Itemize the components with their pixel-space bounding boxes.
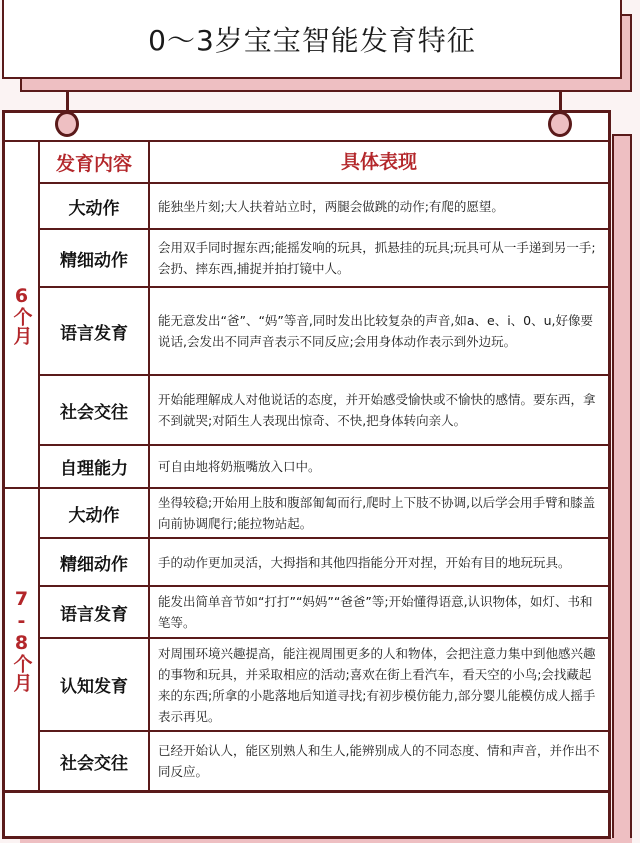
table-row: [40, 637, 608, 730]
age-group-7-8-months: [5, 487, 40, 790]
table-row: [40, 487, 608, 537]
table-row: [40, 730, 608, 790]
row-category: 语言发育: [40, 288, 150, 374]
row-category: 社会交往: [40, 376, 150, 444]
table-header-row: [40, 140, 608, 182]
table-row: [40, 182, 608, 228]
table-row: [40, 585, 608, 637]
row-category: 自理能力: [40, 446, 150, 487]
row-description: 对周围环境兴趣提高，能注视周围更多的人和物体，会把注意力集中到他感兴趣的事物和玩具，并采取相应的活动;喜欢在街上看汽车，看天空的小鸟;会找藏起来的东西;所拿的小匙落地后知道寻找;有初步模仿能力,部分婴儿能模仿成人摇手表示再见。: [158, 645, 596, 724]
row-description: 可自由地将奶瓶嘴放入口中。: [158, 459, 321, 474]
row-description: 会用双手同时握东西;能摇发响的玩具，抓悬挂的玩具;玩具可从一手递到另一手;会扔、摔东西,捕捉并拍打镜中人。: [158, 240, 596, 276]
title-card: [2, 0, 622, 79]
ring-icon-right: [548, 111, 572, 137]
row-description: 开始能理解成人对他说话的态度，并开始感受愉快或不愉快的感情。要东西，拿不到就哭;对陌生人表现出惊奇、不快,把身体转向亲人。: [158, 392, 596, 428]
table-row: [40, 374, 608, 444]
row-description: 能独坐片刻;大人扶着站立时，两腿会做跳的动作;有爬的愿望。: [158, 198, 504, 214]
page-title: 0～3岁宝宝智能发育特征: [148, 23, 476, 57]
table-footer-band: [5, 790, 608, 839]
age-group-6-months: [5, 140, 40, 487]
row-category: 大动作: [40, 184, 150, 228]
row-category: 认知发育: [40, 639, 150, 730]
table-row: [40, 286, 608, 374]
row-category: 语言发育: [40, 587, 150, 637]
row-description: 手的动作更加灵活，大拇指和其他四指能分开对捏，开始有目的地玩玩具。: [158, 554, 571, 570]
row-description: 坐得较稳;开始用上肢和腹部匍匐而行,爬时上下肢不协调,以后学会用手臂和膝盖向前协调爬行;能拉物站起。: [158, 495, 596, 531]
development-table: [2, 110, 611, 839]
age-label: 7-8个月: [10, 587, 33, 692]
row-category: 社会交往: [40, 732, 150, 790]
row-category: 大动作: [40, 489, 150, 537]
table-frame-shadow: [612, 134, 632, 843]
header-description: 具体表现: [340, 150, 417, 173]
header-category: 发育内容: [40, 142, 150, 182]
table-row: [40, 537, 608, 585]
ring-icon-left: [55, 111, 79, 137]
row-description: 能无意发出“爸”、“妈”等音,同时发出比较复杂的声音,如a、e、i、0、u,好像要说话,会发出不同声音表示不同反应;会用身体动作表示到外边玩。: [158, 313, 594, 349]
age-label: 6个月: [10, 284, 33, 345]
row-description: 已经开始认人，能区别熟人和生人,能辨别成人的不同态度、情和声音，并作出不同反应。: [158, 743, 600, 779]
row-category: 精细动作: [40, 230, 150, 286]
table-row: [40, 444, 608, 487]
row-description: 能发出简单音节如“打打”“妈妈”“爸爸”等;开始懂得语意,认识物体，如灯、书和笔等。: [158, 594, 593, 630]
table-row: [40, 228, 608, 286]
row-category: 精细动作: [40, 539, 150, 585]
